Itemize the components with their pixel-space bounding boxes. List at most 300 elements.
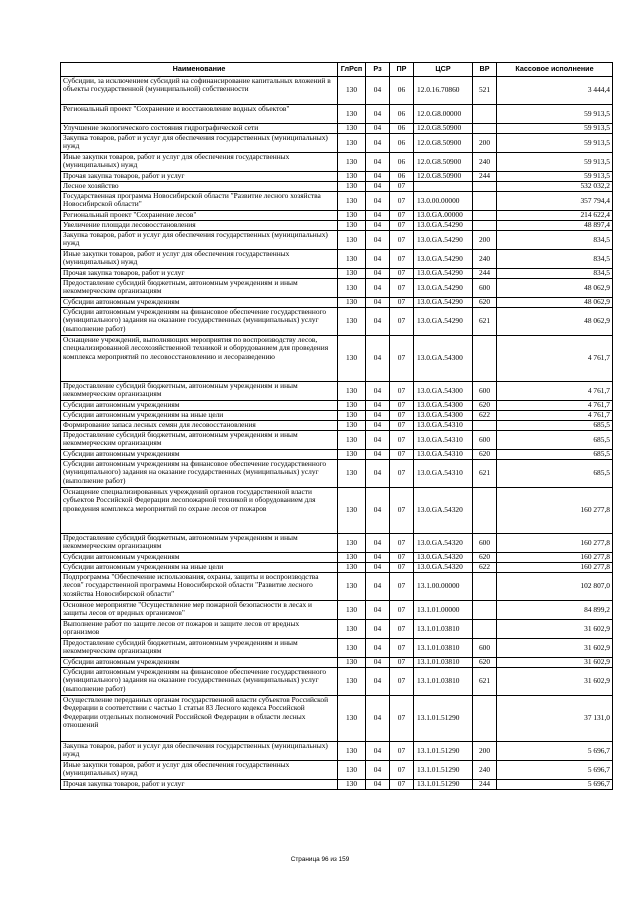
row-glrsp: 130 [338, 401, 366, 411]
row-name: Улучшение экологического состояния гидрографической сети [61, 124, 338, 134]
row-pr: 06 [390, 134, 414, 153]
row-vr: 621 [473, 308, 497, 336]
row-name: Субсидии автономным учреждениям на иные цели [61, 563, 338, 573]
table-row [61, 231, 613, 250]
table-row [61, 553, 613, 563]
table-row [61, 488, 613, 534]
row-pr: 07 [390, 421, 414, 431]
row-amount: 160 277,8 [497, 553, 613, 563]
row-vr [473, 192, 497, 211]
row-rz: 04 [366, 658, 390, 668]
row-amount: 59 913,5 [497, 124, 613, 134]
row-amount: 3 444,4 [497, 77, 613, 105]
row-amount: 834,5 [497, 231, 613, 250]
row-amount: 685,5 [497, 460, 613, 488]
table-row [61, 153, 613, 172]
row-amount: 685,5 [497, 450, 613, 460]
table-header-row [61, 63, 613, 77]
table-row [61, 298, 613, 308]
row-amount: 59 913,5 [497, 105, 613, 124]
table-row [61, 573, 613, 601]
row-vr: 621 [473, 668, 497, 696]
row-name: Субсидии автономным учреждениям [61, 401, 338, 411]
row-rz: 04 [366, 192, 390, 211]
row-csr: 13.0.GA.54300 [414, 336, 473, 382]
row-pr: 07 [390, 534, 414, 553]
row-glrsp: 130 [338, 182, 366, 192]
row-vr: 622 [473, 411, 497, 421]
table-row [61, 401, 613, 411]
row-amount: 834,5 [497, 269, 613, 279]
row-name: Предоставление субсидий бюджетным, автономным учреждениям и иным некоммерческим организациям [61, 639, 338, 658]
row-vr: 240 [473, 250, 497, 269]
row-csr: 13.1.01.00000 [414, 601, 473, 620]
row-vr [473, 573, 497, 601]
row-csr: 13.0.GA.54290 [414, 231, 473, 250]
table-row [61, 382, 613, 401]
row-glrsp: 130 [338, 742, 366, 761]
row-name: Региональный проект "Сохранение лесов" [61, 211, 338, 221]
header-rz: Рз [366, 63, 390, 77]
table-row [61, 269, 613, 279]
row-vr [473, 336, 497, 382]
table-row [61, 182, 613, 192]
row-csr: 13.1.01.03810 [414, 639, 473, 658]
row-glrsp: 130 [338, 211, 366, 221]
table-row [61, 761, 613, 780]
row-vr: 600 [473, 534, 497, 553]
row-glrsp: 130 [338, 450, 366, 460]
row-amount: 59 913,5 [497, 172, 613, 182]
table-row [61, 658, 613, 668]
row-rz: 04 [366, 182, 390, 192]
row-rz: 04 [366, 742, 390, 761]
row-glrsp: 130 [338, 279, 366, 298]
row-rz: 04 [366, 401, 390, 411]
row-rz: 04 [366, 105, 390, 124]
row-glrsp: 130 [338, 221, 366, 231]
row-name: Основное мероприятие "Осуществление мер пожарной безопасности в лесах и защиты лесов от вредных организмов" [61, 601, 338, 620]
row-pr: 07 [390, 182, 414, 192]
row-csr: 12.0.16.70860 [414, 77, 473, 105]
row-vr: 521 [473, 77, 497, 105]
table-row [61, 192, 613, 211]
row-vr: 621 [473, 460, 497, 488]
row-csr: 13.0.GA.54310 [414, 460, 473, 488]
row-name: Субсидии автономным учреждениям на финансовое обеспечение государственного (муниципального) задания на оказание государственных (муниципальных) услуг (выполнение работ) [61, 460, 338, 488]
row-name: Увеличение площади лесовосстановления [61, 221, 338, 231]
row-glrsp: 130 [338, 231, 366, 250]
row-rz: 04 [366, 450, 390, 460]
row-rz: 04 [366, 77, 390, 105]
row-amount: 214 622,4 [497, 211, 613, 221]
row-rz: 04 [366, 488, 390, 534]
row-csr: 13.0.GA.54300 [414, 382, 473, 401]
row-rz: 04 [366, 553, 390, 563]
row-vr: 240 [473, 761, 497, 780]
row-pr: 07 [390, 211, 414, 221]
row-pr: 06 [390, 153, 414, 172]
row-amount: 48 062,9 [497, 279, 613, 298]
row-glrsp: 130 [338, 460, 366, 488]
row-csr: 12.0.G8.50900 [414, 172, 473, 182]
row-name: Субсидии автономным учреждениям на финансовое обеспечение государственного (муниципального) задания на оказание государственных (муниципальных) услуг (выполнение работ) [61, 668, 338, 696]
row-amount: 48 897,4 [497, 221, 613, 231]
row-csr: 13.0.GA.54320 [414, 563, 473, 573]
row-amount: 59 913,5 [497, 134, 613, 153]
row-csr: 13.1.01.03810 [414, 658, 473, 668]
row-csr: 13.0.GA.54300 [414, 401, 473, 411]
row-glrsp: 130 [338, 77, 366, 105]
row-vr: 600 [473, 431, 497, 450]
row-csr: 12.0.G8.50900 [414, 134, 473, 153]
table-row [61, 780, 613, 790]
row-rz: 04 [366, 696, 390, 742]
row-name: Предоставление субсидий бюджетным, автономным учреждениям и иным некоммерческим организациям [61, 534, 338, 553]
row-rz: 04 [366, 780, 390, 790]
row-pr: 07 [390, 780, 414, 790]
row-vr [473, 124, 497, 134]
row-pr: 07 [390, 308, 414, 336]
row-rz: 04 [366, 124, 390, 134]
row-vr: 620 [473, 658, 497, 668]
row-amount: 357 794,4 [497, 192, 613, 211]
row-name: Субсидии автономным учреждениям [61, 298, 338, 308]
row-csr: 13.0.GA.54290 [414, 221, 473, 231]
row-glrsp: 130 [338, 336, 366, 382]
row-pr: 07 [390, 761, 414, 780]
row-csr: 13.1.01.51290 [414, 780, 473, 790]
row-vr: 244 [473, 780, 497, 790]
row-amount: 5 696,7 [497, 742, 613, 761]
row-amount: 5 696,7 [497, 761, 613, 780]
table-row [61, 211, 613, 221]
row-csr: 12.0.G8.00000 [414, 105, 473, 124]
row-pr: 07 [390, 450, 414, 460]
row-rz: 04 [366, 382, 390, 401]
row-name: Иные закупки товаров, работ и услуг для обеспечения государственных (муниципальных) нужд [61, 153, 338, 172]
row-glrsp: 130 [338, 780, 366, 790]
table-row [61, 696, 613, 742]
header-glrsp: ГлРсп [338, 63, 366, 77]
row-name: Прочая закупка товаров, работ и услуг [61, 269, 338, 279]
table-row [61, 308, 613, 336]
row-csr: 13.0.GA.54290 [414, 279, 473, 298]
row-vr [473, 696, 497, 742]
table-row [61, 134, 613, 153]
row-amount: 37 131,0 [497, 696, 613, 742]
row-name: Закупка товаров, работ и услуг для обеспечения государственных (муниципальных) нужд [61, 134, 338, 153]
row-name: Иные закупки товаров, работ и услуг для обеспечения государственных (муниципальных) нужд [61, 250, 338, 269]
budget-sheet [60, 62, 612, 790]
row-pr: 07 [390, 231, 414, 250]
row-glrsp: 130 [338, 488, 366, 534]
row-rz: 04 [366, 573, 390, 601]
row-csr: 13.0.GA.54290 [414, 308, 473, 336]
row-pr: 07 [390, 221, 414, 231]
header-csr: ЦСР [414, 63, 473, 77]
row-pr: 07 [390, 742, 414, 761]
row-rz: 04 [366, 620, 390, 639]
row-vr: 240 [473, 153, 497, 172]
row-name: Формирование запаса лесных семян для лесовосстановления [61, 421, 338, 431]
row-vr [473, 601, 497, 620]
row-vr: 620 [473, 298, 497, 308]
table-row [61, 221, 613, 231]
row-rz: 04 [366, 211, 390, 221]
row-pr: 07 [390, 601, 414, 620]
row-amount: 4 761,7 [497, 401, 613, 411]
row-csr: 13.0.GA.00000 [414, 211, 473, 221]
row-csr [414, 182, 473, 192]
table-row [61, 620, 613, 639]
row-name: Оснащение специализированных учреждений органов государственной власти субъектов Российской Федерации лесопожарной техникой и оборудованием для проведения комплекса мероприятий по охране лесов от пожаров [61, 488, 338, 534]
row-csr: 13.0.00.00000 [414, 192, 473, 211]
row-rz: 04 [366, 460, 390, 488]
row-name: Субсидии автономным учреждениям [61, 450, 338, 460]
row-rz: 04 [366, 153, 390, 172]
row-amount: 532 032,2 [497, 182, 613, 192]
row-csr: 13.1.01.03810 [414, 668, 473, 696]
row-name: Предоставление субсидий бюджетным, автономным учреждениям и иным некоммерческим организациям [61, 382, 338, 401]
header-pr: ПР [390, 63, 414, 77]
table-row [61, 336, 613, 382]
row-name: Выполнение работ по защите лесов от пожаров и защите лесов от вредных организмов [61, 620, 338, 639]
row-pr: 07 [390, 431, 414, 450]
row-vr: 600 [473, 382, 497, 401]
row-pr: 07 [390, 411, 414, 421]
row-vr [473, 105, 497, 124]
row-name: Закупка товаров, работ и услуг для обеспечения государственных (муниципальных) нужд [61, 231, 338, 250]
row-amount: 834,5 [497, 250, 613, 269]
row-rz: 04 [366, 563, 390, 573]
row-csr: 12.0.G8.50900 [414, 124, 473, 134]
table-row [61, 534, 613, 553]
row-pr: 07 [390, 563, 414, 573]
row-csr: 13.0.GA.54320 [414, 488, 473, 534]
row-pr: 07 [390, 696, 414, 742]
row-csr: 13.0.GA.54310 [414, 421, 473, 431]
row-pr: 07 [390, 336, 414, 382]
row-amount: 31 602,9 [497, 668, 613, 696]
row-vr: 620 [473, 553, 497, 563]
row-vr [473, 421, 497, 431]
row-rz: 04 [366, 431, 390, 450]
row-pr: 07 [390, 668, 414, 696]
row-vr [473, 182, 497, 192]
row-glrsp: 130 [338, 563, 366, 573]
row-name: Субсидии автономным учреждениям на финансовое обеспечение государственного (муниципального) задания на оказание государственных (муниципальных) услуг (выполнение работ) [61, 308, 338, 336]
table-row [61, 639, 613, 658]
row-csr: 13.0.GA.54290 [414, 269, 473, 279]
row-glrsp: 130 [338, 696, 366, 742]
row-name: Прочая закупка товаров, работ и услуг [61, 780, 338, 790]
row-rz: 04 [366, 269, 390, 279]
header-vr: ВР [473, 63, 497, 77]
row-name: Государственная программа Новосибирской области "Развитие лесного хозяйства Новосибирской области" [61, 192, 338, 211]
row-amount: 160 277,8 [497, 534, 613, 553]
row-name: Субсидии автономным учреждениям [61, 553, 338, 563]
row-csr: 13.0.GA.54290 [414, 298, 473, 308]
row-vr: 600 [473, 279, 497, 298]
table-row [61, 460, 613, 488]
row-vr: 620 [473, 401, 497, 411]
table-row [61, 105, 613, 124]
page-number: Страница 96 из 159 [290, 856, 350, 863]
row-rz: 04 [366, 421, 390, 431]
row-glrsp: 130 [338, 639, 366, 658]
row-rz: 04 [366, 668, 390, 696]
row-amount: 4 761,7 [497, 382, 613, 401]
row-name: Предоставление субсидий бюджетным, автономным учреждениям и иным некоммерческим организациям [61, 431, 338, 450]
row-csr: 13.0.GA.54320 [414, 534, 473, 553]
row-glrsp: 130 [338, 172, 366, 182]
row-amount: 685,5 [497, 431, 613, 450]
row-glrsp: 130 [338, 658, 366, 668]
row-csr: 13.0.GA.54310 [414, 431, 473, 450]
row-pr: 07 [390, 639, 414, 658]
row-csr: 13.0.GA.54290 [414, 250, 473, 269]
row-name: Прочая закупка товаров, работ и услуг [61, 172, 338, 182]
row-rz: 04 [366, 298, 390, 308]
row-amount: 31 602,9 [497, 658, 613, 668]
row-name: Лесное хозяйство [61, 182, 338, 192]
row-amount: 5 696,7 [497, 780, 613, 790]
row-glrsp: 130 [338, 153, 366, 172]
row-amount: 4 761,7 [497, 336, 613, 382]
row-amount: 160 277,8 [497, 488, 613, 534]
table-row [61, 172, 613, 182]
row-rz: 04 [366, 534, 390, 553]
table-row [61, 450, 613, 460]
table-row [61, 431, 613, 450]
row-glrsp: 130 [338, 411, 366, 421]
row-glrsp: 130 [338, 250, 366, 269]
table-body [61, 77, 613, 790]
row-amount: 102 807,0 [497, 573, 613, 601]
table-row [61, 421, 613, 431]
row-pr: 06 [390, 77, 414, 105]
row-glrsp: 130 [338, 668, 366, 696]
row-csr: 13.1.01.51290 [414, 761, 473, 780]
row-vr: 244 [473, 172, 497, 182]
row-name: Иные закупки товаров, работ и услуг для обеспечения государственных (муниципальных) нужд [61, 761, 338, 780]
row-name: Осуществление переданных органам государственной власти субъектов Российской Федерации в соответствии с частью 1 статьи 83 Лесного кодекса Российской Федерации отдельных полномочий Российской Федерации в области лесных отношений [61, 696, 338, 742]
row-name: Подпрограмма "Обеспечение использования, охраны, защиты и воспроизводства лесов" государственной программы Новосибирской области "Развитие лесного хозяйства Новосибирской области" [61, 573, 338, 601]
row-rz: 04 [366, 639, 390, 658]
table-row [61, 279, 613, 298]
row-rz: 04 [366, 761, 390, 780]
row-pr: 06 [390, 124, 414, 134]
row-csr: 13.1.01.51290 [414, 696, 473, 742]
row-pr: 06 [390, 172, 414, 182]
row-glrsp: 130 [338, 421, 366, 431]
row-glrsp: 130 [338, 105, 366, 124]
row-csr: 12.0.G8.50900 [414, 153, 473, 172]
row-glrsp: 130 [338, 269, 366, 279]
table-row [61, 411, 613, 421]
row-vr [473, 488, 497, 534]
row-pr: 07 [390, 573, 414, 601]
row-amount: 31 602,9 [497, 639, 613, 658]
row-glrsp: 130 [338, 308, 366, 336]
row-glrsp: 130 [338, 298, 366, 308]
row-glrsp: 130 [338, 573, 366, 601]
row-name: Региональный проект "Сохранение и восстановление водных объектов" [61, 105, 338, 124]
row-amount: 685,5 [497, 421, 613, 431]
row-name: Субсидии автономным учреждениям [61, 658, 338, 668]
row-rz: 04 [366, 336, 390, 382]
row-glrsp: 130 [338, 601, 366, 620]
row-rz: 04 [366, 411, 390, 421]
row-rz: 04 [366, 231, 390, 250]
row-vr [473, 620, 497, 639]
row-pr: 07 [390, 658, 414, 668]
row-pr: 07 [390, 488, 414, 534]
row-pr: 07 [390, 553, 414, 563]
row-pr: 07 [390, 192, 414, 211]
row-name: Предоставление субсидий бюджетным, автономным учреждениям и иным некоммерческим организациям [61, 279, 338, 298]
row-amount: 59 913,5 [497, 153, 613, 172]
row-name: Закупка товаров, работ и услуг для обеспечения государственных (муниципальных) нужд [61, 742, 338, 761]
row-csr: 13.1.01.03810 [414, 620, 473, 639]
row-name: Оснащение учреждений, выполняющих мероприятия по воспроизводству лесов, специализированной лесохозяйственной техникой и оборудованием для проведения комплекса мероприятий по лесовосстановлению и лесоразведению [61, 336, 338, 382]
row-glrsp: 130 [338, 620, 366, 639]
row-glrsp: 130 [338, 534, 366, 553]
row-rz: 04 [366, 601, 390, 620]
row-vr: 244 [473, 269, 497, 279]
row-csr: 13.1.01.51290 [414, 742, 473, 761]
row-amount: 31 602,9 [497, 620, 613, 639]
row-pr: 06 [390, 105, 414, 124]
row-amount: 84 899,2 [497, 601, 613, 620]
row-rz: 04 [366, 279, 390, 298]
row-vr: 200 [473, 134, 497, 153]
row-amount: 48 062,9 [497, 308, 613, 336]
row-vr: 200 [473, 231, 497, 250]
row-glrsp: 130 [338, 431, 366, 450]
row-glrsp: 130 [338, 192, 366, 211]
row-vr: 622 [473, 563, 497, 573]
row-rz: 04 [366, 221, 390, 231]
row-glrsp: 130 [338, 134, 366, 153]
row-csr: 13.0.GA.54320 [414, 553, 473, 563]
row-pr: 07 [390, 620, 414, 639]
row-amount: 4 761,7 [497, 411, 613, 421]
row-pr: 07 [390, 269, 414, 279]
row-pr: 07 [390, 250, 414, 269]
budget-table [60, 62, 613, 790]
row-pr: 07 [390, 460, 414, 488]
table-row [61, 250, 613, 269]
row-vr [473, 211, 497, 221]
table-row [61, 77, 613, 105]
row-pr: 07 [390, 279, 414, 298]
row-glrsp: 130 [338, 382, 366, 401]
header-name: Наименование [61, 63, 338, 77]
table-row [61, 742, 613, 761]
row-glrsp: 130 [338, 124, 366, 134]
row-amount: 160 277,8 [497, 563, 613, 573]
row-csr: 13.0.GA.54310 [414, 450, 473, 460]
row-pr: 07 [390, 401, 414, 411]
row-rz: 04 [366, 134, 390, 153]
row-csr: 13.1.00.00000 [414, 573, 473, 601]
table-row [61, 601, 613, 620]
row-vr: 620 [473, 450, 497, 460]
row-amount: 48 062,9 [497, 298, 613, 308]
row-pr: 07 [390, 298, 414, 308]
